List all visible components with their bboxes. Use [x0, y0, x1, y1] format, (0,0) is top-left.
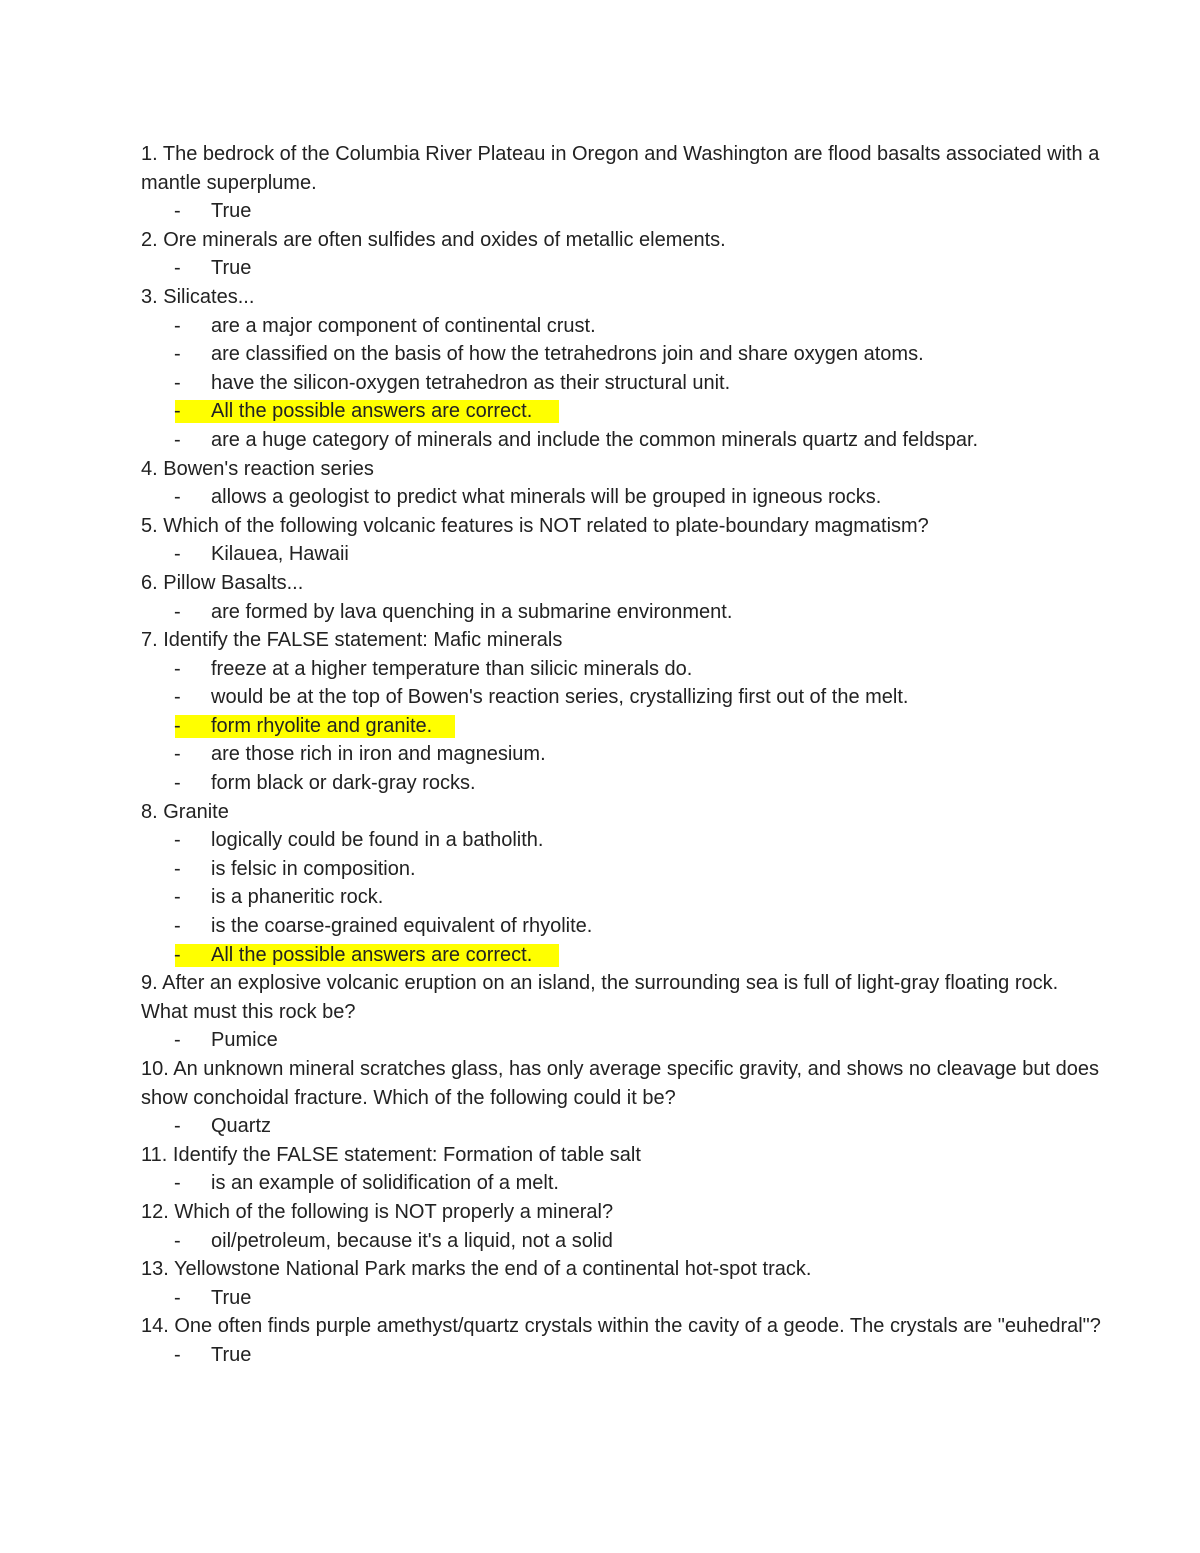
question-text: Pillow Basalts...	[163, 571, 304, 594]
answer-item	[141, 655, 1101, 684]
bullet-dash: -	[174, 857, 181, 880]
bullet-dash: -	[174, 400, 181, 423]
question-number: 13.	[141, 1258, 169, 1281]
answer-item	[141, 340, 1101, 369]
question-13	[141, 1255, 1101, 1284]
answer-item	[141, 740, 1101, 769]
bullet-dash: -	[174, 600, 181, 623]
answer-text: True	[211, 200, 252, 223]
question-9	[141, 969, 1101, 1026]
question-number: 1.	[141, 143, 158, 165]
bullet-dash: -	[174, 257, 181, 280]
question-text: Silicates...	[163, 285, 255, 308]
answer-text: form black or dark-gray rocks.	[211, 772, 476, 795]
question-number: 5.	[141, 514, 158, 537]
question-text: Identify the FALSE statement: Mafic minerals	[163, 629, 563, 652]
highlighted-answer	[141, 941, 1101, 970]
answer-item	[141, 312, 1101, 341]
answer-text: are formed by lava quenching in a submarine environment.	[211, 600, 733, 623]
bullet-dash: -	[174, 714, 181, 737]
bullet-dash: -	[174, 371, 181, 394]
answer-item	[141, 1169, 1101, 1198]
answer-item	[141, 912, 1101, 941]
question-number: 14.	[141, 1315, 169, 1338]
question-text: After an explosive volcanic eruption on an island, the surrounding sea is full of light-gray floating rock. What must this rock be?	[141, 972, 1059, 1023]
answer-item	[141, 1112, 1101, 1141]
answer-item	[141, 1341, 1101, 1370]
answer-text: All the possible answers are correct.	[211, 400, 533, 423]
bullet-dash: -	[174, 1115, 181, 1138]
answer-item	[141, 426, 1101, 455]
question-text: Identify the FALSE statement: Formation of table salt	[172, 1143, 641, 1166]
question-11	[141, 1141, 1101, 1170]
question-number: 10.	[141, 1058, 169, 1080]
bullet-dash: -	[174, 1172, 181, 1195]
answer-item	[141, 540, 1101, 569]
question-number: 3.	[141, 285, 158, 308]
answer-item	[141, 855, 1101, 884]
answer-text: is felsic in composition.	[211, 857, 416, 880]
answer-text: True	[211, 1343, 252, 1366]
bullet-dash: -	[174, 829, 181, 852]
bullet-dash: -	[174, 743, 181, 766]
question-6	[141, 569, 1101, 598]
answer-text: are a major component of continental crust.	[211, 314, 596, 337]
highlighted-answer	[141, 712, 1101, 741]
answer-text: Pumice	[211, 1029, 278, 1052]
answer-item	[141, 598, 1101, 627]
question-text: One often finds purple amethyst/quartz crystals within the cavity of a geode. The crystals are "euhedral"?	[174, 1315, 1101, 1338]
question-10	[141, 1055, 1101, 1112]
answer-text: True	[211, 257, 252, 280]
answer-item	[141, 369, 1101, 398]
bullet-dash: -	[174, 314, 181, 337]
answer-item	[141, 1284, 1101, 1313]
question-14	[141, 1312, 1101, 1341]
bullet-dash: -	[174, 657, 181, 680]
question-number: 12.	[141, 1200, 169, 1223]
question-7	[141, 626, 1101, 655]
question-number: 4.	[141, 457, 158, 480]
answer-item	[141, 483, 1101, 512]
bullet-dash: -	[174, 686, 181, 709]
question-number: 6.	[141, 571, 158, 594]
answer-text: form rhyolite and granite.	[211, 714, 433, 737]
answer-item	[141, 769, 1101, 798]
bullet-dash: -	[174, 200, 181, 223]
bullet-dash: -	[174, 886, 181, 909]
answer-text: Quartz	[211, 1115, 272, 1138]
bullet-dash: -	[174, 772, 181, 795]
question-8	[141, 798, 1101, 827]
answer-item	[141, 826, 1101, 855]
bullet-dash: -	[174, 943, 181, 966]
question-number: 7.	[141, 629, 158, 652]
question-number: 9.	[141, 972, 158, 995]
question-number: 11.	[141, 1143, 168, 1166]
question-text: Bowen's reaction series	[163, 457, 374, 480]
bullet-dash: -	[174, 1029, 181, 1052]
answer-text: are those rich in iron and magnesium.	[211, 743, 546, 766]
bullet-dash: -	[174, 1343, 181, 1366]
bullet-dash: -	[174, 543, 181, 566]
answer-text: Kilauea, Hawaii	[211, 543, 349, 566]
question-text: An unknown mineral scratches glass, has only average specific gravity, and shows no cleavage but does show conchoidal fracture. Which of the following could it be?	[141, 1058, 1099, 1109]
answer-item	[141, 1227, 1101, 1256]
question-number: 2.	[141, 228, 158, 251]
answer-text: would be at the top of Bowen's reaction series, crystallizing first out of the melt.	[211, 686, 909, 709]
question-4	[141, 455, 1101, 484]
question-text: The bedrock of the Columbia River Plateau in Oregon and Washington are flood basalts associated with a mantle superplume.	[141, 143, 1100, 194]
answer-text: is an example of solidification of a melt.	[211, 1172, 559, 1195]
question-text: Ore minerals are often sulfides and oxides of metallic elements.	[163, 228, 726, 251]
answer-text: are classified on the basis of how the tetrahedrons join and share oxygen atoms.	[211, 343, 924, 366]
answer-text: have the silicon-oxygen tetrahedron as their structural unit.	[211, 371, 731, 394]
answer-item	[141, 1026, 1101, 1055]
question-text: Which of the following volcanic features is NOT related to plate-boundary magmatism?	[163, 514, 929, 537]
answer-text: freeze at a higher temperature than silicic minerals do.	[211, 657, 693, 680]
question-text: Yellowstone National Park marks the end of a continental hot-spot track.	[174, 1258, 812, 1281]
answer-item	[141, 254, 1101, 283]
bullet-dash: -	[174, 1229, 181, 1252]
bullet-dash: -	[174, 1286, 181, 1309]
question-12	[141, 1198, 1101, 1227]
answer-item	[141, 683, 1101, 712]
question-2	[141, 226, 1101, 255]
answer-item	[141, 197, 1101, 226]
question-text: Which of the following is NOT properly a mineral?	[174, 1200, 614, 1223]
bullet-dash: -	[174, 428, 181, 451]
highlighted-answer	[141, 397, 1101, 426]
question-3	[141, 283, 1101, 312]
quiz-content	[141, 140, 1101, 1370]
bullet-dash: -	[174, 343, 181, 366]
question-text: Granite	[163, 800, 229, 823]
question-5	[141, 512, 1101, 541]
question-number: 8.	[141, 800, 158, 823]
answer-text: oil/petroleum, because it's a liquid, not a solid	[211, 1229, 613, 1252]
bullet-dash: -	[174, 486, 181, 509]
answer-text: are a huge category of minerals and include the common minerals quartz and feldspar.	[211, 428, 979, 451]
bullet-dash: -	[174, 915, 181, 938]
answer-text: allows a geologist to predict what minerals will be grouped in igneous rocks.	[211, 486, 882, 509]
answer-text: logically could be found in a batholith.	[211, 829, 544, 852]
answer-text: All the possible answers are correct.	[211, 943, 533, 966]
answer-item	[141, 883, 1101, 912]
answer-text: True	[211, 1286, 252, 1309]
question-1	[141, 140, 1101, 197]
answer-text: is the coarse-grained equivalent of rhyolite.	[211, 915, 593, 938]
answer-text: is a phaneritic rock.	[211, 886, 384, 909]
